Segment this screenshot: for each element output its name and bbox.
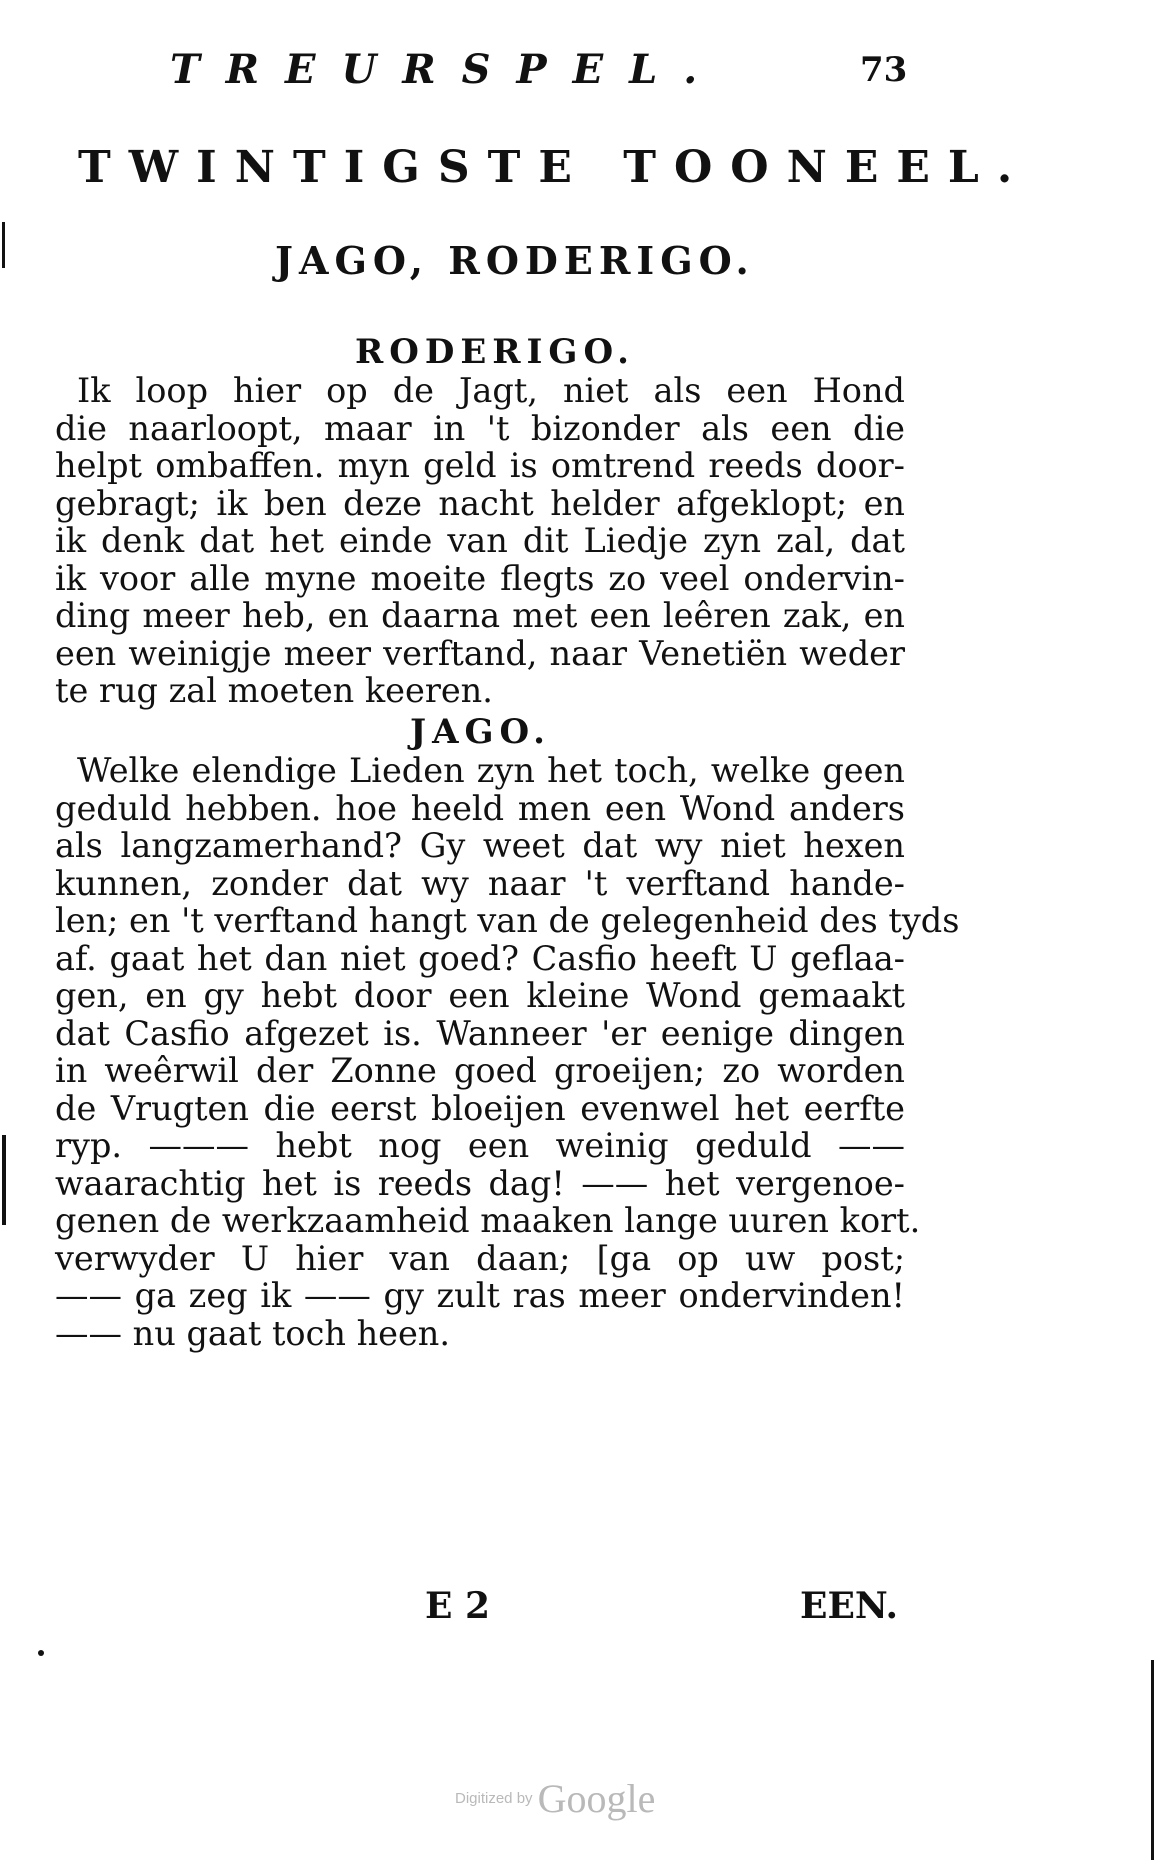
text-line: die naarloopt, maar in 't bizonder als een die: [55, 408, 905, 448]
text-line: af. gaat het dan niet goed? Casfio heeft U geflaa-: [55, 938, 905, 978]
text-line: gebragt; ik ben deze nacht helder afgeklopt; en: [55, 483, 905, 523]
text-line: len; en 't verftand hangt van de gelegenheid des tyds: [55, 901, 960, 940]
running-head: TREURSPEL.: [170, 46, 724, 93]
text-line: Ik loop hier op de Jagt, niet als een Hond: [77, 371, 905, 410]
text-line: ik voor alle myne moeite flegts zo veel ondervin-: [55, 558, 905, 598]
text-line: genen de werkzaamheid maaken lange uuren kort.: [55, 1201, 921, 1240]
scene-title: TWINTIGSTE TOONEEL.: [78, 142, 1031, 193]
text-line: verwyder U hier van daan; [ga op uw post;: [55, 1238, 905, 1278]
text-line: gen, en gy hebt door een kleine Wond gemaakt: [55, 976, 905, 1015]
text-line: dat Casfio afgezet is. Wanneer 'er eenige dingen: [55, 1013, 905, 1053]
text-line: waarachtig het is reeds dag! —— het vergenoe-: [55, 1163, 905, 1203]
watermark-brand: Google: [537, 1776, 656, 1821]
text-line: —— ga zeg ik —— gy zult ras meer ondervinden!: [55, 1276, 905, 1315]
page-number: 73: [860, 50, 908, 90]
text-line: ding meer heb, en daarna met een leêren zak, en: [55, 596, 905, 635]
text-line: Welke elendige Lieden zyn het toch, welke geen: [77, 751, 905, 790]
text-line: kunnen, zonder dat wy naar 't verftand hande-: [55, 863, 905, 903]
scan-dust-dot: [38, 1650, 44, 1656]
speaker-roderigo: RODERIGO.: [355, 332, 635, 372]
signature-mark: E 2: [425, 1585, 491, 1627]
text-line: de Vrugten die eerst bloeijen evenwel het eerfte: [55, 1088, 905, 1128]
speech-jago: [55, 751, 960, 1353]
catchword: EEN.: [800, 1585, 899, 1627]
scan-margin-mark: [2, 222, 5, 268]
digitized-watermark: [455, 1775, 655, 1822]
scan-margin-mark: [1151, 1660, 1154, 1860]
text-line: ik denk dat het einde van dit Liedje zyn zal, dat: [55, 521, 905, 560]
text-line: te rug zal moeten keeren.: [55, 671, 493, 710]
text-line: een weinigje meer verftand, naar Venetiën weder: [55, 633, 905, 673]
scan-margin-mark: [2, 1135, 6, 1225]
scene-characters: JAGO, RODERIGO.: [275, 238, 755, 283]
text-line: helpt ombaffen. myn geld is omtrend reeds door-: [55, 446, 905, 485]
text-line: ryp. ——— hebt nog een weinig geduld ——: [55, 1126, 905, 1165]
text-line: geduld hebben. hoe heeld men een Wond anders: [55, 788, 905, 828]
speaker-jago: JAGO.: [410, 712, 551, 752]
watermark-prefix: Digitized by: [455, 1790, 533, 1807]
text-line: in weêrwil der Zonne goed groeijen; zo worden: [55, 1051, 905, 1090]
text-line: als langzamerhand? Gy weet dat wy niet hexen: [55, 826, 905, 865]
text-line: —— nu gaat toch heen.: [55, 1313, 451, 1353]
speech-roderigo: [55, 372, 905, 710]
